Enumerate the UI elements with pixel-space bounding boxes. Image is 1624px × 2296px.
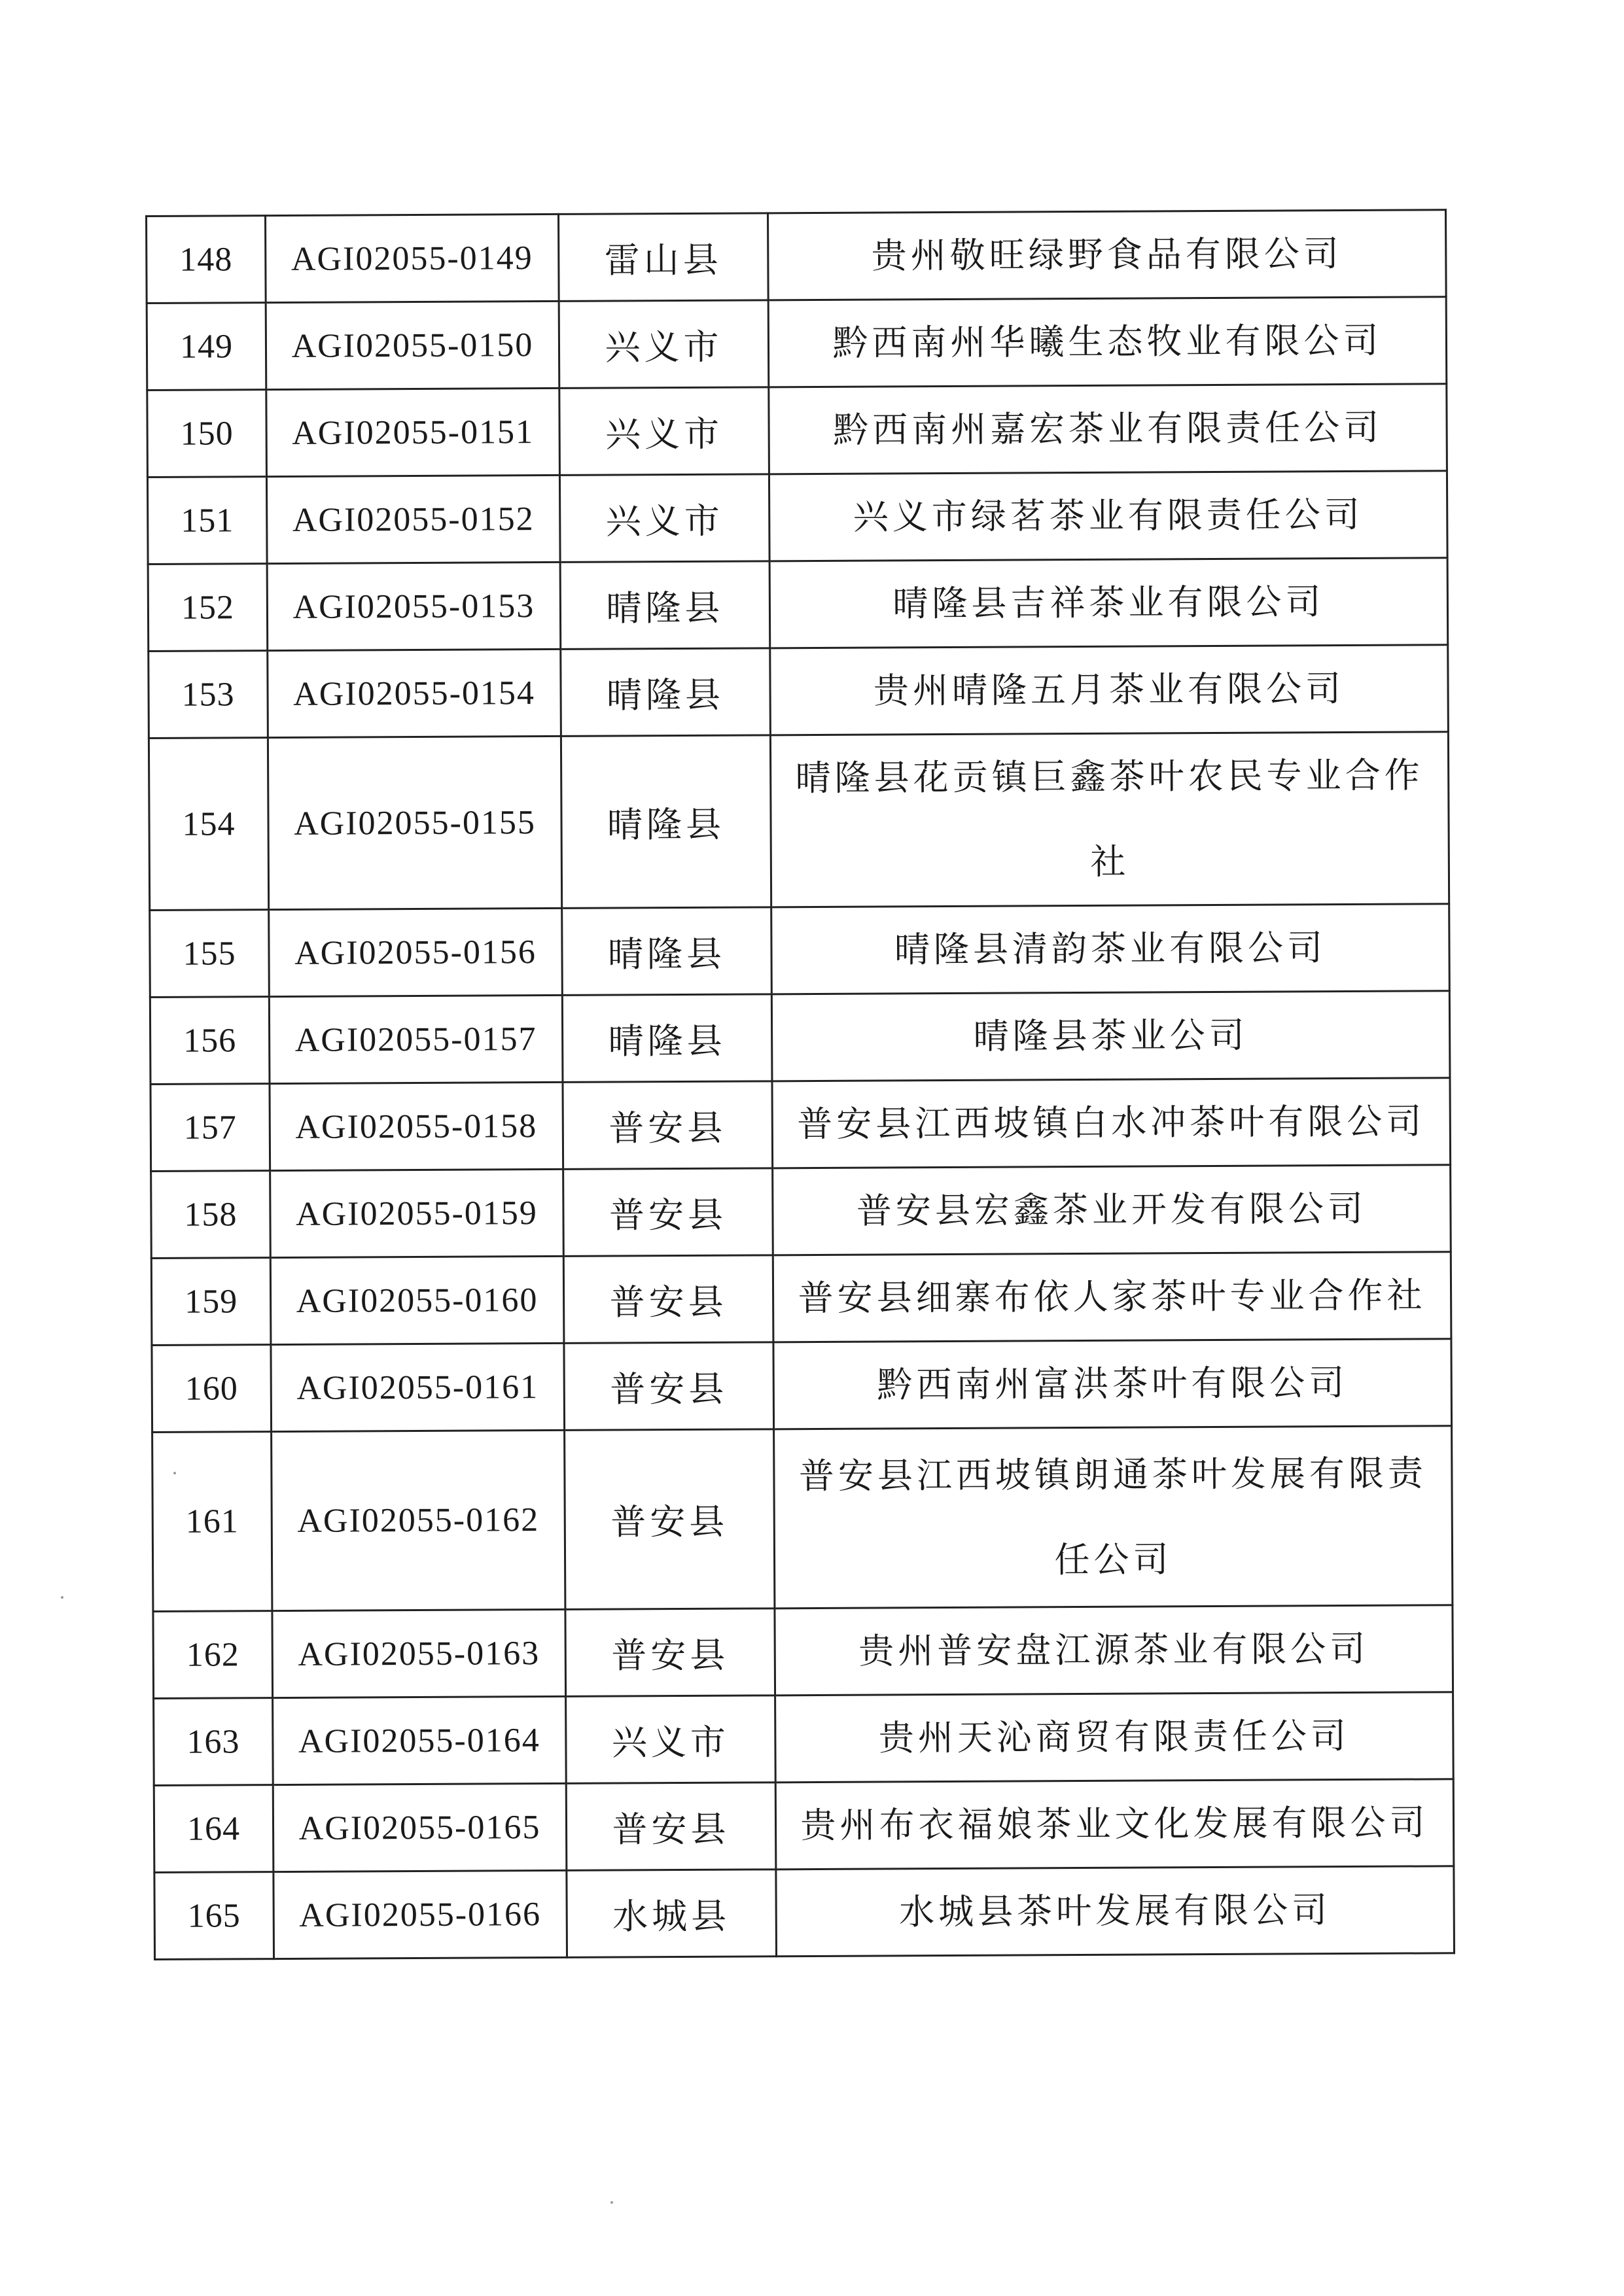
registration-code: AGI02055-0156: [269, 908, 563, 996]
company-name: 黔西南州富洪茶叶有限公司: [773, 1339, 1452, 1429]
company-name: 黔西南州嘉宏茶业有限责任公司: [769, 384, 1447, 474]
region: 兴义市: [566, 1696, 776, 1784]
region: 普安县: [566, 1783, 776, 1871]
table-row: [147, 471, 1447, 565]
registration-code: AGI02055-0155: [268, 736, 561, 909]
table-row: [154, 1692, 1454, 1786]
region: 晴隆县: [560, 561, 770, 650]
registration-code: AGI02055-0158: [270, 1082, 563, 1170]
region: 普安县: [564, 1342, 774, 1431]
scan-speck: [61, 1596, 63, 1599]
row-number: 158: [151, 1171, 271, 1259]
registration-code: AGI02055-0157: [269, 995, 563, 1083]
region: 晴隆县: [561, 735, 771, 909]
scan-speck: [610, 2201, 613, 2204]
region: 普安县: [565, 1609, 775, 1697]
table-row: [154, 1779, 1454, 1873]
row-number: 153: [149, 651, 268, 739]
row-number: 160: [152, 1345, 272, 1433]
region: 普安县: [563, 1081, 773, 1170]
company-name: 晴隆县清韵茶业有限公司: [771, 904, 1450, 994]
company-name: 晴隆县吉祥茶业有限公司: [769, 558, 1448, 648]
row-number: 156: [150, 997, 270, 1085]
company-name: 普安县细寨布依人家茶叶专业合作社: [773, 1252, 1451, 1342]
row-number: 161: [152, 1432, 272, 1612]
row-number: 149: [147, 303, 266, 391]
company-name: 黔西南州华曦生态牧业有限公司: [768, 297, 1447, 387]
table-row: [149, 732, 1449, 911]
company-name: 贵州晴隆五月茶业有限公司: [770, 645, 1449, 735]
company-name: 兴义市绿茗茶业有限责任公司: [769, 471, 1447, 561]
registration-code: AGI02055-0153: [267, 562, 561, 650]
company-name: 贵州天沁商贸有限责任公司: [775, 1692, 1454, 1783]
registration-code: AGI02055-0161: [271, 1343, 565, 1431]
table-row: [153, 1605, 1453, 1699]
region: 兴义市: [559, 474, 769, 563]
row-number: 152: [148, 564, 268, 652]
registration-table-body: [147, 210, 1455, 1960]
region: 普安县: [565, 1429, 775, 1610]
region: 晴隆县: [562, 994, 772, 1083]
table-row: [148, 558, 1448, 652]
table-row: [150, 991, 1450, 1085]
company-name: 贵州普安盘江源茶业有限公司: [775, 1605, 1453, 1696]
row-number: 159: [151, 1258, 271, 1346]
table-row: [147, 384, 1447, 478]
table-row: [147, 297, 1447, 391]
registration-code: AGI02055-0159: [270, 1169, 564, 1257]
table-row: [152, 1426, 1453, 1612]
region: 雷山县: [558, 213, 768, 302]
row-number: 155: [150, 910, 270, 998]
registration-code: AGI02055-0163: [272, 1609, 566, 1697]
registration-code: AGI02055-0166: [274, 1870, 567, 1958]
registration-code: AGI02055-0164: [273, 1696, 567, 1784]
company-name: 晴隆县花贡镇巨鑫茶叶农民专业合作社: [770, 732, 1449, 907]
row-number: 154: [149, 738, 268, 911]
table-row: [152, 1339, 1452, 1433]
company-name: 晴隆县茶业公司: [771, 991, 1450, 1081]
company-name: 普安县宏鑫茶业开发有限公司: [773, 1165, 1451, 1255]
company-name: 水城县茶叶发展有限公司: [776, 1866, 1455, 1957]
table-row: [154, 1866, 1455, 1960]
table-row: [151, 1252, 1451, 1346]
table-row: [149, 645, 1449, 739]
registration-code: AGI02055-0149: [266, 214, 559, 302]
region: 兴义市: [559, 300, 769, 389]
region: 兴义市: [559, 387, 769, 476]
registration-code: AGI02055-0162: [272, 1430, 565, 1610]
table-row: [147, 210, 1447, 304]
region: 晴隆县: [562, 907, 772, 996]
company-name: 贵州敬旺绿野食品有限公司: [768, 210, 1446, 300]
table-row: [150, 1078, 1451, 1172]
registration-code: AGI02055-0154: [268, 649, 561, 737]
registration-code: AGI02055-0165: [273, 1783, 567, 1871]
row-number: 162: [153, 1611, 273, 1699]
table-row: [151, 1165, 1451, 1259]
registration-code: AGI02055-0152: [266, 475, 560, 563]
row-number: 164: [154, 1785, 274, 1873]
registration-code: AGI02055-0151: [266, 388, 560, 476]
registration-table: [145, 209, 1455, 1960]
region: 普安县: [563, 1255, 773, 1344]
registration-code: AGI02055-0160: [270, 1256, 564, 1344]
registration-code: AGI02055-0150: [266, 301, 559, 389]
row-number: 151: [147, 477, 267, 565]
region: 晴隆县: [561, 648, 771, 737]
region: 普安县: [563, 1168, 773, 1257]
company-name: 普安县江西坡镇朗通茶叶发展有限责任公司: [774, 1426, 1453, 1609]
row-number: 150: [147, 390, 267, 478]
scan-speck: [173, 1472, 176, 1474]
row-number: 163: [154, 1698, 274, 1786]
table-row: [150, 904, 1450, 998]
region: 水城县: [567, 1870, 777, 1958]
row-number: 157: [150, 1084, 270, 1172]
row-number: 165: [154, 1872, 274, 1960]
company-name: 贵州布衣福娘茶业文化发展有限公司: [775, 1779, 1454, 1870]
company-name: 普安县江西坡镇白水冲茶叶有限公司: [772, 1078, 1451, 1168]
row-number: 148: [147, 216, 266, 304]
